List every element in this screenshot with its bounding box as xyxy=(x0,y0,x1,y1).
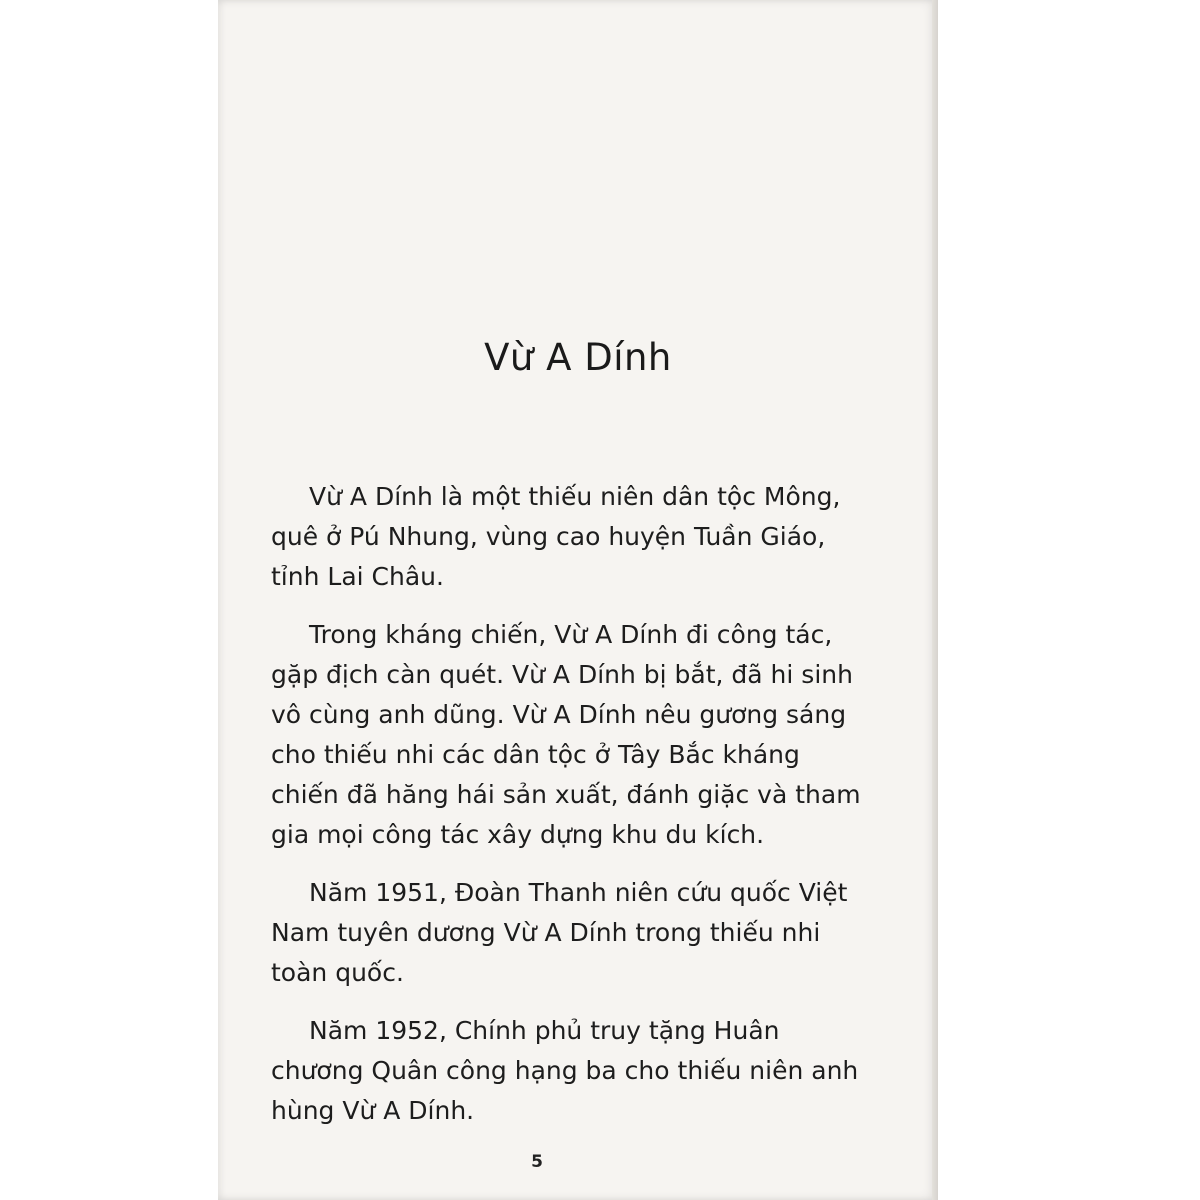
page-number: 5 xyxy=(531,1152,543,1172)
paragraph-3: Năm 1951, Đoàn Thanh niên cứu quốc Việt Nam tuyên dương Vừ A Dính trong thiếu nhi toàn quốc. xyxy=(271,878,848,987)
book-page xyxy=(218,0,938,1200)
page-edge-shadow xyxy=(932,0,938,1200)
paragraph-4: Năm 1952, Chính phủ truy tặng Huân chương Quân công hạng ba cho thiếu niên anh hùng Vừ A Dính. xyxy=(271,1016,859,1125)
paragraph-2: Trong kháng chiến, Vừ A Dính đi công tác, gặp địch càn quét. Vừ A Dính bị bắt, đã hi sinh vô cùng anh dũng. Vừ A Dính nêu gương sáng cho thiếu nhi các dân tộc ở Tây Bắc kháng chiến đã hăng hái sản xuất, đánh giặc và tham gia mọi công tác xây dựng khu du kích. xyxy=(271,620,861,849)
paragraph-1: Vừ A Dính là một thiếu niên dân tộc Mông, quê ở Pú Nhung, vùng cao huyện Tuần Giáo, tỉnh Lai Châu. xyxy=(271,482,841,591)
page-title: Vừ A Dính xyxy=(484,336,672,379)
body-text xyxy=(271,477,871,1149)
